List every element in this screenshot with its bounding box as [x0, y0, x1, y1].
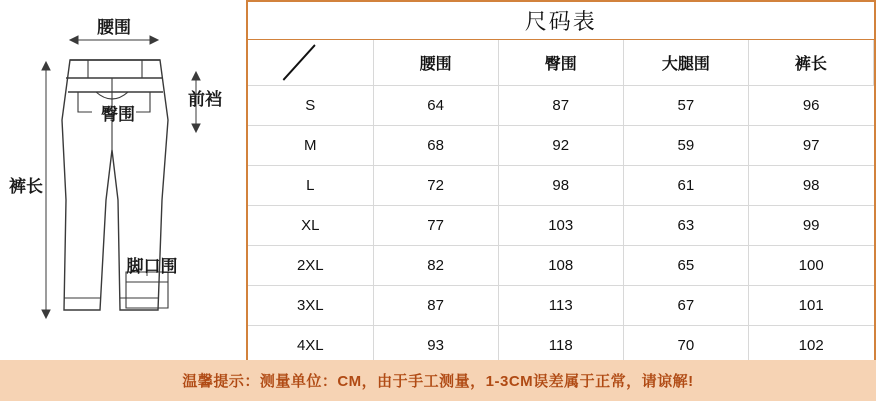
cell-thigh: 67 — [623, 286, 748, 326]
cell-hip: 118 — [498, 326, 623, 366]
cell-hip: 98 — [498, 166, 623, 206]
size-table — [248, 2, 874, 366]
cell-size: S — [248, 86, 373, 126]
label-front-rise: 前裆 — [188, 90, 222, 109]
label-hip: 臀围 — [101, 105, 135, 124]
size-table-container — [246, 0, 876, 360]
table-row — [248, 206, 874, 246]
pant-length-measure-arrow — [42, 62, 50, 318]
cell-size: 3XL — [248, 286, 373, 326]
cell-waist: 77 — [373, 206, 498, 246]
cell-thigh: 61 — [623, 166, 748, 206]
header-cell-hip: 臀围 — [498, 40, 623, 86]
cell-waist: 93 — [373, 326, 498, 366]
cell-size: 2XL — [248, 246, 373, 286]
cell-waist: 68 — [373, 126, 498, 166]
cell-thigh: 59 — [623, 126, 748, 166]
cell-size: L — [248, 166, 373, 206]
cell-length: 98 — [748, 166, 873, 206]
cell-length: 102 — [748, 326, 873, 366]
cell-length: 99 — [748, 206, 873, 246]
cell-thigh: 65 — [623, 246, 748, 286]
diagonal-slash-icon — [248, 40, 373, 85]
cuff-callout-shape — [126, 272, 168, 308]
page-title: 尺码表 — [248, 2, 874, 40]
header-cell-thigh: 大腿围 — [623, 40, 748, 86]
label-waist: 腰围 — [97, 18, 131, 37]
cell-length: 96 — [748, 86, 873, 126]
cell-waist: 72 — [373, 166, 498, 206]
cell-thigh: 70 — [623, 326, 748, 366]
cell-length: 101 — [748, 286, 873, 326]
header-cell-waist: 腰围 — [373, 40, 498, 86]
cell-hip: 113 — [498, 286, 623, 326]
table-row — [248, 126, 874, 166]
cell-length: 97 — [748, 126, 873, 166]
cell-hip: 103 — [498, 206, 623, 246]
waist-measure-arrow — [70, 36, 158, 44]
header-cell-length: 裤长 — [748, 40, 873, 86]
table-row — [248, 246, 874, 286]
cell-size: 4XL — [248, 326, 373, 366]
cell-thigh: 63 — [623, 206, 748, 246]
cell-size: XL — [248, 206, 373, 246]
cell-waist: 64 — [373, 86, 498, 126]
label-pant-length: 裤长 — [9, 177, 43, 196]
header-cell-size — [248, 40, 373, 86]
cell-hip: 108 — [498, 246, 623, 286]
table-row — [248, 286, 874, 326]
cell-hip: 92 — [498, 126, 623, 166]
note-bar — [0, 360, 876, 401]
pants-diagram — [0, 0, 246, 360]
pants-diagram-panel — [0, 0, 246, 360]
cell-hip: 87 — [498, 86, 623, 126]
label-leg-opening: 脚口围 — [126, 257, 178, 276]
cell-length: 100 — [748, 246, 873, 286]
cell-waist: 82 — [373, 246, 498, 286]
table-row — [248, 86, 874, 126]
table-title-row — [248, 2, 874, 40]
cell-thigh: 57 — [623, 86, 748, 126]
note-text: 温馨提示：测量单位：CM，由于手工测量，1-3CM误差属于正常，请谅解! — [182, 373, 694, 390]
cell-size: M — [248, 126, 373, 166]
cell-waist: 87 — [373, 286, 498, 326]
table-row — [248, 166, 874, 206]
table-header-row — [248, 40, 874, 86]
